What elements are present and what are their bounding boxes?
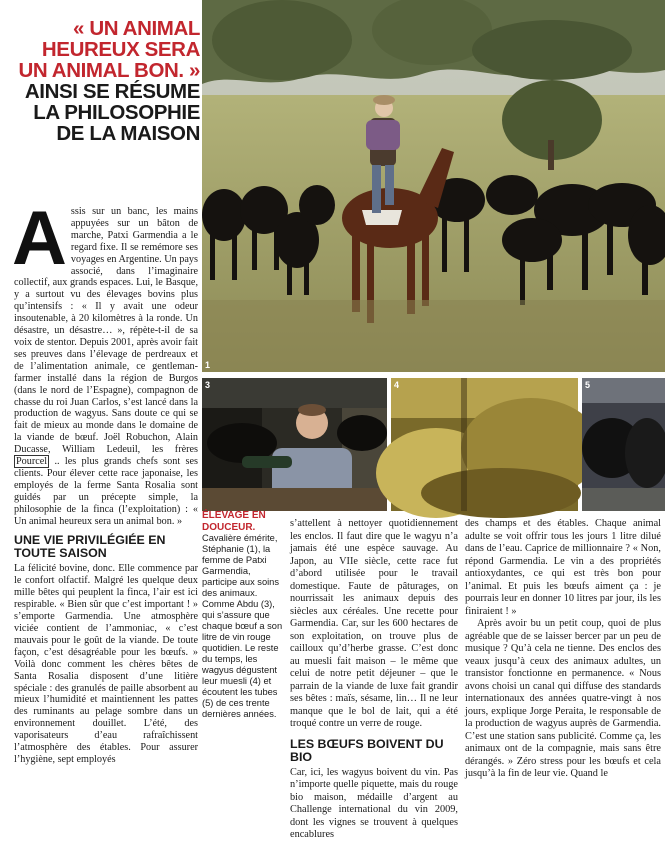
subhead-boeufs-bio: LES BŒUFS BOIVENT DU BIO — [290, 736, 444, 764]
article-column-1 — [12, 196, 198, 766]
highlighted-name: Pourcel — [16, 456, 48, 468]
body-paragraph-2: s’attellent à nettoyer quotidiennement les enclos. Il faut dire que le wagyu n’a jamais été une espèce sauvage. Au Japon, au VIIe siècle, cette race fut d’abord utilisée pour le travail domestique. Faute de pâturages, on nourrissait les animaux depuis des siècles aux céréales. Une recette pour Garmendia. Car, sur les 600 hectares de son exploitation, on trouve plus de cailloux qu’d’herbe grasse. C’est donc au muesli fait maison – le même que celui de notre petit déjeuner – que le parrain de la viande de luxe fait grandir ses bêtes : maïs, sésame, lin… Il ne leur manque que le bol de lait, qui a été troqué contre un verre de rouge. — [290, 518, 458, 729]
body-paragraph-5: Après avoir bu un petit coup, quoi de plus agréable que de se laisser bercer par un peu de musique ? Qu’à cela ne tienne. Des enclos des veaux jusqu’à ceux des animaux adultes, un transistor fonctionne en permanence. « Nous avons choisi un canal qui diffuse des standards internationaux des années quatre-vingt à nos jours, explique Jorge Peraita, le responsable de la production de wagyus auprès de Garmendia. C’est une station sans publicité. Comme ça, les animaux ont de la compagnie, mais sans être dérangés. » Zéro stress pour les bœufs et cela jusqu’à la fin de leur vie. Quand le — [465, 618, 661, 779]
intro-paragraph — [12, 196, 198, 527]
pull-quote-rest: AINSI SE RÉSUME LA PHILOSOPHIE DE LA MAISON — [24, 80, 200, 145]
photo-muesli — [391, 378, 578, 511]
article-column-2 — [290, 518, 458, 842]
intro-text: ssis sur un banc, les mains appuyées sur un bâton de marche, Patxi Garmendia a le regard fixe. Il se remémore ses voyages en Argentine. Un pays associé, dans l’imaginaire collectif, aux grands espaces. Lui, le Basque, y a surtout vu des élevages bovins plus qu’intensifs : « Il y avait une odeur insoutenable, à 20 kilomètres à la ronde. Un désastre, un désastre… », répète-t-il de sa voix de stentor. Depuis 2001, après avoir fait ses preuves dans l’élevage de perdreaux et de l’alimentation animale, ce gentleman-farmer installé dans la région de Burgos (dans le nord de l’Espagne), compagnon de chasse du roi Juan Carlos, s’est lancé dans la production de wagyus. Sans doute ce qui se fait de mieux au monde dans le domaine de la viande de bœuf. Joël Robuchon, Alain Ducasse, William Ledeuil, les frères — [14, 206, 198, 456]
photo-abdu-wine — [202, 378, 387, 511]
caption-text: Cavalière émérite, Stéphanie (1), la femme de Patxi Garmendia, participe aux soins des animaux. Comme Abdu (3), qui s’assure que chaque bœuf a son litre de vin rouge quotidien. Le reste du temps, les wagyus dégustent leur muesli (4) et écoutent les tubes (5) de ces trente dernières années. — [202, 533, 283, 719]
subhead-vie-privilegiee: UNE VIE PRIVILÉGIÉE EN TOUTE SAISON — [14, 533, 166, 561]
drop-cap: A — [12, 196, 67, 281]
photo-caption — [202, 510, 286, 720]
body-paragraph-4: des champs et des étables. Chaque animal adulte se voit offrir tous les jours 1 litre dilué dans de l’eau. Caprice de millionnaire ? « Non, répond Garmendia. Le vin a des propriétés antioxydantes, ce qui est très bon pour l’animal. Et puis les bœufs aiment ça : je pourrais leur en donner 10 litres par jour, ils les finiraient ! » — [465, 518, 661, 617]
photo-number-1: 1 — [205, 360, 211, 370]
photo-number-3: 3 — [205, 380, 211, 390]
photo-number-4: 4 — [394, 380, 400, 390]
intro-text-end: .. les plus grands chefs sont ses clients. Pour élever cette race japonaise, les employés de la ferme Santa Rosalia sont guidés par un précepte simple, la philosophie de la finca (l’exploitation) : « Un animal heureux sera un animal bon. » — [14, 456, 198, 527]
body-paragraph-3: Car, ici, les wagyus boivent du vin. Pas n’importe quelle piquette, mais du rouge bio maison, médaille d’argent au Challenge international du vin 2009, dont les vignes se trouvent à quelques encablures — [290, 766, 458, 840]
main-photo-rider-and-cattle — [202, 0, 665, 372]
photo-number-5: 5 — [585, 380, 591, 390]
caption-title: ÉLEVAGE EN DOUCEUR. — [202, 510, 266, 533]
photo-radio-cattle — [582, 378, 665, 511]
pull-quote-quoted: « UN ANIMAL HEUREUX SERA UN ANIMAL BON. » — [18, 17, 200, 82]
body-paragraph-1: La félicité bovine, donc. Elle commence par le confort olfactif. Malgré les quelque deux mille bêtes qui peuplent la finca, l’air est ici respirable. « Bien sûr que c’est important ! » s’emporte Garmendia. Une atmosphère viciée contient de l’ammoniac, « c’est mauvais pour le goût de la viande. De toute façon, c’est désagréable pour les bœufs. » Voilà donc comment les chères bêtes de Santa Rosalia disposent d’une litière spéciale : des granulés de paille absorbent au mieux l’humidité et maintiennent les pattes des ruminants au pelage sombre dans un environnement douillet. L’été, des vaporisateurs d’eau rafraîchissent l’atmosphère des étables. Pour assurer l’hygiène, sept employés — [14, 563, 198, 765]
pull-quote — [14, 18, 200, 144]
article-column-3 — [465, 518, 661, 781]
